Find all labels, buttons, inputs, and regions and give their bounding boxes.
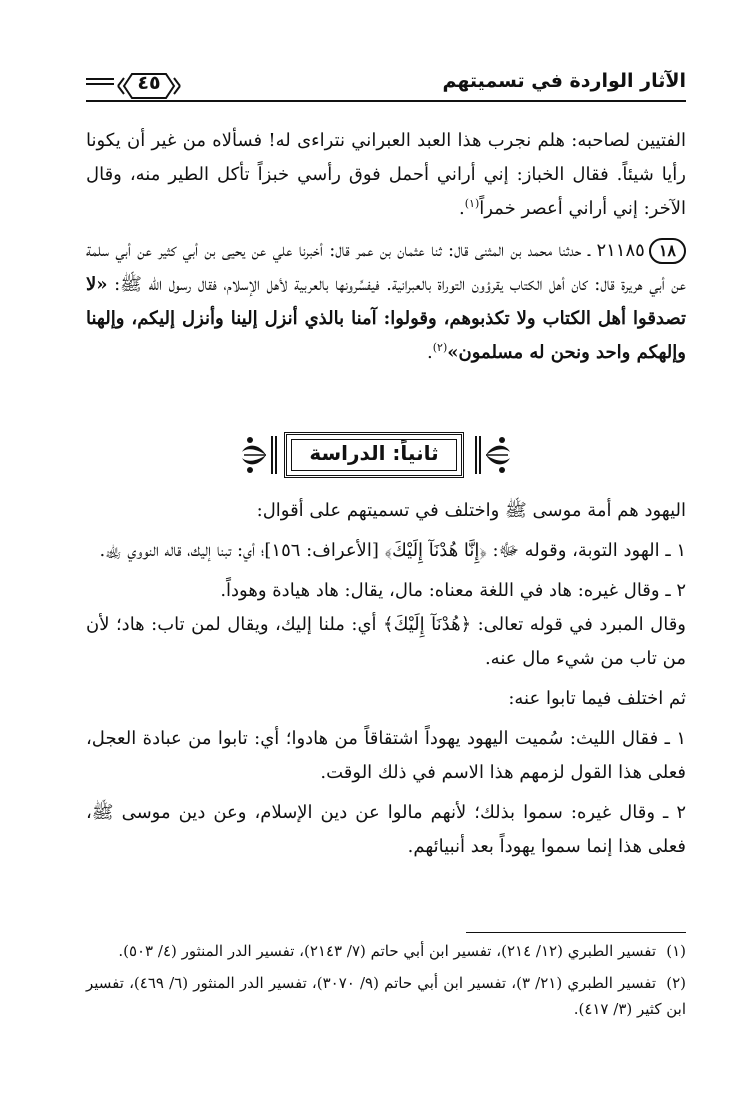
study-point-1: ١ ـ الهود التوبة، وقوله ﷻ: ﴿إِنَّا هُدْنَآ إِلَيْكَ﴾ [الأعراف: ١٥٦]؛ أي: تبنا إليك، قاله النووي ﵀. (99, 540, 686, 561)
paragraph-1-end: . (459, 198, 465, 219)
hadith-quote: «لا تصدقوا أهل الكتاب ولا تكذبوهم، وقولوا: آمنا بالذي أنزل إلينا وأنزل إليكم، وإلهنا وإلهكم واحد ونحن له مسلمون» (86, 274, 686, 363)
footnote-ref-1: (١) (464, 197, 480, 210)
page-header (86, 66, 686, 106)
header-dash-lines (86, 78, 114, 88)
study-subheading: ثم اختلف فيما تابوا عنه: (508, 688, 686, 709)
paragraph-1-text: الفتيين لصاحبه: هلم نجرب هذا العبد العبراني نتراءى له! فسألاه من غير أن يكونا رأيا شيئاً. فقال الخباز: إني أراني أحمل فوق رأسي خبزاً تأكل الطير منه، وقال الآخر: إني أراني أعصر خمراً (86, 130, 686, 219)
study-point-2: ٢ ـ وقال غيره: هاد في اللغة معناه: مال، يقال: هاد هيادة وهوداً. (220, 580, 686, 601)
study-intro: اليهود هم أمة موسى ﷺ واختلف في تسميتهم على أقوال: (256, 500, 686, 521)
paragraph-2 (86, 234, 686, 370)
footnote-ref-2: (٢) (432, 341, 448, 354)
paragraph-2-text: ٢١١٨٥ ـ حدثنا محمد بن المثنى قال: ثنا عثمان بن عمر قال: أخبرنا علي عن يحيى بن أبي كثير عن أبي سلمة عن أبي هريرة قال: كان أهل الكتاب يقرؤون التوراة بالعبرانية. فيفسِّرونها بالعربية لأهل الإسلام، فقال رسول الله ﷺ: (86, 240, 686, 295)
opening-text (86, 124, 686, 370)
study-text (86, 494, 686, 864)
footnote-text: تفسير الطبري (٢١/ ٣)، تفسير ابن أبي حاتم (٩/ ٣٠٧٠)، تفسير الدر المنثور (٦/ ٤٦٩)، تفسير ابن كثير (٣/ ٤١٧). (86, 974, 686, 1018)
study-opinion-2: ٢ ـ وقال غيره: سموا بذلك؛ لأنهم مالوا عن دين الإسلام، وعن دين موسى ﷺ، فعلى هذا إنما سموا يهوداً بعد أنبيائهم. (86, 802, 686, 857)
floral-ornament-icon (236, 432, 280, 478)
study-opinion-1: ١ ـ فقال الليث: سُميت اليهود يهوداً اشتقاقاً من هادوا؛ أي: تابوا من عبادة العجل، فعلى هذا القول لزمهم هذا الاسم في ذلك الوقت. (86, 728, 686, 783)
footnote-number: (٢) (666, 974, 686, 992)
paragraph-2-end: . (427, 342, 433, 363)
footnotes (86, 938, 686, 1028)
floral-ornament-icon (472, 432, 516, 478)
footnote-1 (86, 938, 686, 964)
section-heading (236, 432, 516, 484)
paragraph-1 (86, 124, 686, 226)
running-title: الآثار الواردة في تسميتهم (442, 70, 686, 92)
study-point-2-cont: وقال المبرد في قوله تعالى: ﴿هُدْنَآ إِلَيْكَ﴾ أي: ملنا إليك، ويقال لمن تاب: هاد؛ لأن من تاب من شيء مال عنه. (86, 614, 686, 669)
footnote-number: (١) (666, 942, 686, 960)
footnote-2 (86, 970, 686, 1022)
page-number-frame (114, 70, 184, 100)
footnote-separator (466, 932, 686, 933)
page-number: ٤٥ (137, 72, 161, 94)
footnote-text: تفسير الطبري (١٢/ ٢١٤)، تفسير ابن أبي حاتم (٧/ ٢١٤٣)، تفسير الدر المنثور (٤/ ٥٠٣). (118, 942, 656, 960)
heading-frame (284, 432, 464, 478)
section-title: ثانياً: الدراسة (309, 441, 439, 465)
hadith-number-badge: ١٨ (649, 238, 686, 264)
